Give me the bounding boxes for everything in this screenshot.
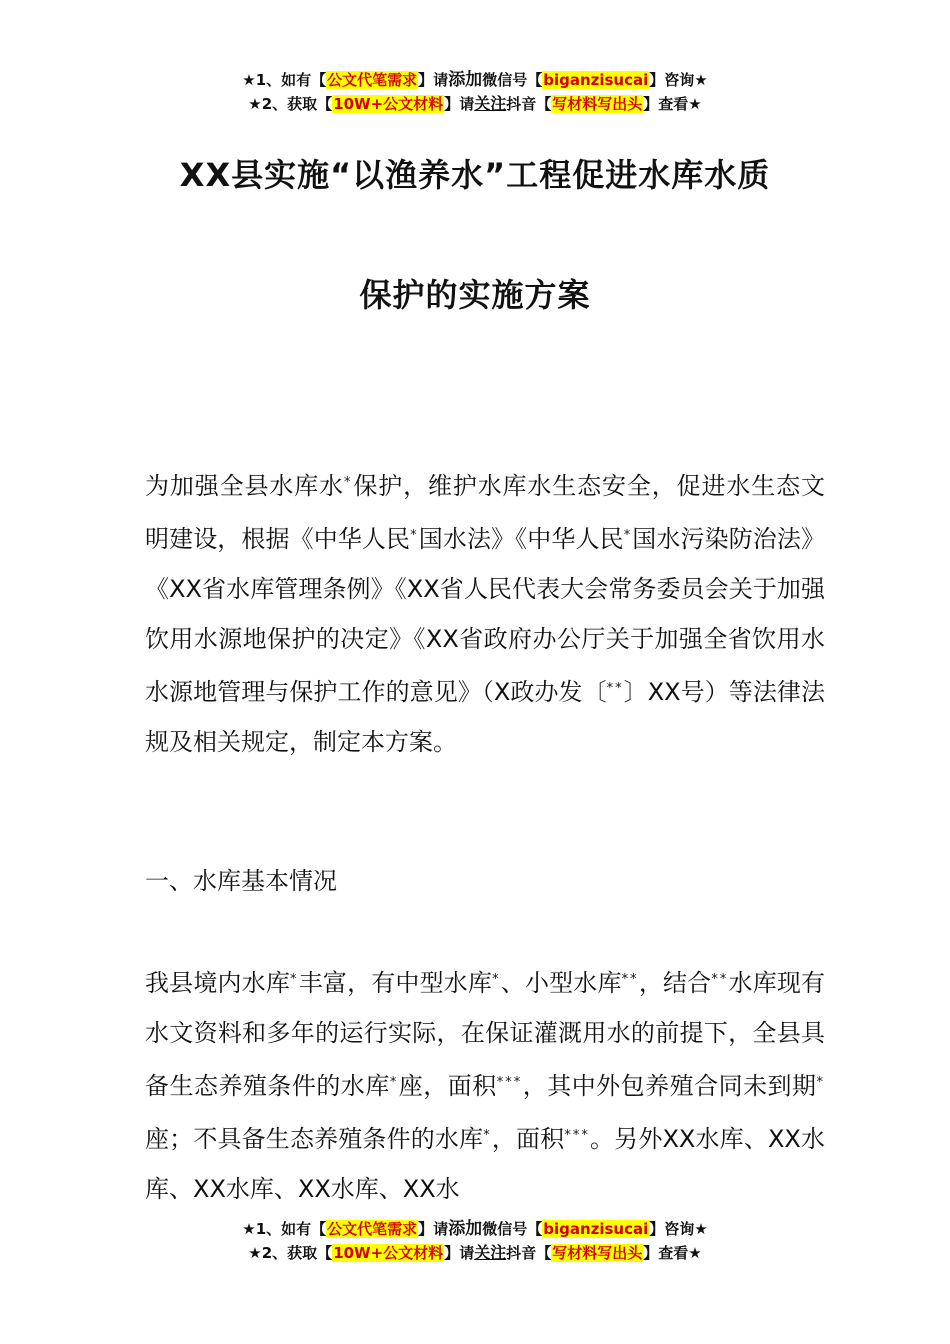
paragraph-text: ，面积 — [491, 1125, 565, 1153]
document-title-line-1: XX县实施“以渔养水”工程促进水库水质 — [179, 156, 771, 194]
paragraph-text: 座，面积 — [398, 1072, 497, 1100]
redaction-mark: *** — [564, 1128, 590, 1143]
paragraph-text: 丰富，有中型水库 — [298, 969, 493, 997]
banner-text: 抖音【 — [506, 1244, 552, 1262]
banner-highlight-douyin: 写材料写出头 — [552, 95, 643, 113]
banner-highlight-service: 公文代笔需求 — [327, 1220, 418, 1238]
redaction-mark: ** — [621, 972, 639, 987]
banner-highlight-materials: 10W+公文材料 — [333, 1244, 444, 1262]
paragraph-text: 。另外XX水库、XX水库、XX水库、XX水库、XX水 — [145, 1125, 826, 1203]
paragraph-text: 我县境内水库 — [145, 969, 291, 997]
banner-text: ★1、如有【 — [242, 71, 327, 89]
banner-text: ★2、获取【 — [248, 1244, 333, 1262]
redaction-mark: ** — [606, 681, 624, 696]
banner-highlight-service: 公文代笔需求 — [327, 71, 418, 89]
redaction-mark: * — [483, 1128, 492, 1143]
paragraph-text: 座；不具备生态养殖条件的水库 — [145, 1125, 484, 1153]
banner-text: 微信号【 — [482, 1220, 543, 1238]
redaction-mark: * — [389, 1075, 399, 1090]
banner-text: ★1、如有【 — [242, 1220, 327, 1238]
paragraph-text: ，其中外包养殖合同未到期 — [522, 1072, 817, 1100]
redaction-mark: * — [816, 1075, 826, 1090]
banner-line-2 — [0, 1241, 950, 1265]
banner-text: 】请 — [444, 95, 475, 113]
paragraph-text: 国水污染防治法》《XX省水库管理条例》《XX省人民代表大会常务委员会关于加强饮用水源地保护的决定》《XX省政府办公厅关于加强全省饮用水水源地管理与保护工作的意见》（X政办发〔 — [145, 525, 826, 706]
banner-emphasis: 关注 — [474, 1243, 507, 1262]
redaction-mark: * — [623, 528, 633, 543]
banner-highlight-wechat-id: biganzisucai — [543, 71, 649, 89]
top-banner — [0, 68, 950, 116]
paragraph-text: 、小型水库 — [500, 969, 622, 997]
paragraph-text: 为加强全县水库水 — [145, 472, 344, 500]
banner-line-2 — [0, 92, 950, 116]
paragraph-text: ，结合 — [638, 969, 712, 997]
redaction-mark: *** — [496, 1075, 523, 1090]
banner-emphasis: 关注 — [474, 94, 507, 113]
redaction-mark: * — [343, 475, 353, 490]
section-paragraph — [145, 955, 825, 1214]
document-title-line-2: 保护的实施方案 — [359, 276, 591, 314]
section-heading: 一、水库基本情况 — [145, 867, 337, 895]
redaction-mark: * — [492, 972, 501, 987]
banner-text: ★2、获取【 — [248, 95, 333, 113]
banner-emphasis: 添加 — [448, 70, 483, 90]
banner-text: 】请 — [444, 1244, 475, 1262]
banner-text: 】咨询★ — [649, 1220, 708, 1238]
banner-line-1 — [0, 1217, 950, 1241]
banner-text: 】请 — [418, 71, 449, 89]
redaction-mark: * — [410, 528, 419, 543]
banner-highlight-materials: 10W+公文材料 — [333, 95, 444, 113]
banner-text: 】请 — [418, 1220, 449, 1238]
banner-text: 】咨询★ — [649, 71, 708, 89]
banner-text: 抖音【 — [506, 95, 552, 113]
paragraph-text: 水库现有水文资料和多年的运行实际，在保证灌溉用水的前提下，全县具备生态养殖条件的水库 — [145, 969, 826, 1100]
paragraph-text: 〕XX号）等法律法规及相关规定，制定本方案。 — [145, 678, 825, 756]
bottom-banner — [0, 1217, 950, 1265]
paragraph-text: 保护，维护水库水生态安全，促进水生态文明建设，根据《中华人民 — [145, 472, 826, 553]
redaction-mark: * — [290, 972, 299, 987]
banner-highlight-wechat-id: biganzisucai — [543, 1220, 649, 1238]
banner-text: 微信号【 — [482, 71, 543, 89]
banner-line-1 — [0, 68, 950, 92]
banner-text: 】查看★ — [643, 1244, 702, 1262]
intro-paragraph — [145, 458, 825, 767]
banner-highlight-douyin: 写材料写出头 — [552, 1244, 643, 1262]
banner-text: 】查看★ — [643, 95, 702, 113]
redaction-mark: ** — [711, 972, 729, 987]
banner-emphasis: 添加 — [448, 1219, 483, 1239]
paragraph-text: 国水法》《中华人民 — [418, 525, 624, 553]
